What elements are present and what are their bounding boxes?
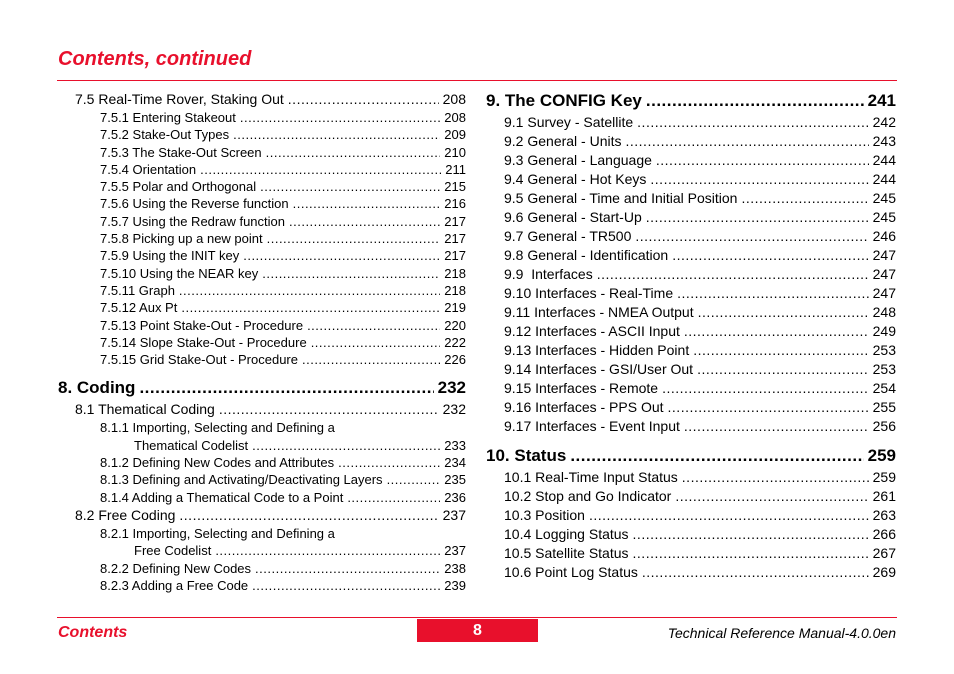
toc-entry[interactable]: 9.7 General - TR500 ..... 246 xyxy=(486,228,896,247)
footer-rule xyxy=(57,617,897,618)
toc-entry[interactable]: 7.5.5 Polar and Orthogonal ..... 215 xyxy=(58,179,466,196)
toc-entry[interactable]: 9.6 General - Start-Up ..... 245 xyxy=(486,209,896,228)
toc-entry[interactable]: 10.4 Logging Status ..... 266 xyxy=(486,526,896,545)
toc-chapter-8[interactable]: 8. Coding ..... 232 xyxy=(58,378,466,401)
toc-entry[interactable]: 9.8 General - Identification ..... 247 xyxy=(486,247,896,266)
toc-entry-8-2[interactable]: 8.2 Free Coding ..... 237 xyxy=(58,507,466,526)
toc-entry[interactable]: 9.11 Interfaces - NMEA Output ..... 248 xyxy=(486,304,896,323)
toc-chapter-9[interactable]: 9. The CONFIG Key ..... 241 xyxy=(486,91,896,114)
toc-entry[interactable]: 9.10 Interfaces - Real-Time ..... 247 xyxy=(486,285,896,304)
footer-section-label: Contents xyxy=(58,624,128,641)
toc-entry[interactable]: 7.5.4 Orientation ..... 211 xyxy=(58,162,466,179)
toc-entry[interactable]: 7.5.14 Slope Stake-Out - Procedure ..... 222 xyxy=(58,335,466,352)
toc-entry[interactable]: 8.1.2 Defining New Codes and Attributes ..... 234 xyxy=(58,455,466,472)
toc-entry[interactable]: 10.5 Satellite Status ..... 267 xyxy=(486,545,896,564)
page-title: Contents, continued xyxy=(58,48,252,70)
toc-entry[interactable]: 8.2.3 Adding a Free Code ..... 239 xyxy=(58,578,466,595)
toc-entry-8-2-1[interactable]: Free Codelist ..... 237 xyxy=(58,543,466,560)
toc-entry[interactable]: 7.5.13 Point Stake-Out - Procedure ..... 220 xyxy=(58,318,466,335)
toc-entry-7-5[interactable]: 7.5 Real-Time Rover, Staking Out ..... 208 xyxy=(58,91,466,110)
toc-entry-text: 8.1.1 Importing, Selecting and Defining a xyxy=(100,420,335,436)
toc-chapter-10[interactable]: 10. Status ..... 259 xyxy=(486,446,896,469)
toc-entry[interactable]: 9.9 Interfaces ..... 247 xyxy=(486,266,896,285)
toc-entry[interactable]: 10.3 Position ..... 263 xyxy=(486,507,896,526)
toc-entry[interactable]: 10.2 Stop and Go Indicator ..... 261 xyxy=(486,488,896,507)
toc-entry-text: 8.2.1 Importing, Selecting and Defining a xyxy=(100,525,335,541)
toc-entry[interactable]: 9.5 General - Time and Initial Position ..... 245 xyxy=(486,190,896,209)
page-number: 8 xyxy=(473,621,482,639)
toc-entry[interactable]: 7.5.15 Grid Stake-Out - Procedure ..... 226 xyxy=(58,352,466,369)
toc-right-column xyxy=(486,91,896,583)
toc-entry[interactable]: 7.5.12 Aux Pt ..... 219 xyxy=(58,300,466,317)
toc-entry[interactable]: 9.2 General - Units ..... 243 xyxy=(486,133,896,152)
toc-entry[interactable]: 7.5.9 Using the INIT key ..... 217 xyxy=(58,248,466,265)
toc-entry[interactable]: 8.2.2 Defining New Codes ..... 238 xyxy=(58,561,466,578)
toc-entry[interactable]: 9.17 Interfaces - Event Input ..... 256 xyxy=(486,418,896,437)
toc-entry[interactable]: 9.14 Interfaces - GSI/User Out ..... 253 xyxy=(486,361,896,380)
toc-entry[interactable]: 8.1.3 Defining and Activating/Deactivating Layers ..... 235 xyxy=(58,472,466,489)
page-number-badge xyxy=(417,619,538,642)
toc-entry-8-1-1[interactable]: Thematical Codelist ..... 233 xyxy=(58,438,466,455)
toc-entry[interactable]: 9.3 General - Language ..... 244 xyxy=(486,152,896,171)
toc-entry[interactable]: 7.5.11 Graph ..... 218 xyxy=(58,283,466,300)
toc-entry[interactable]: 7.5.10 Using the NEAR key ..... 218 xyxy=(58,266,466,283)
toc-entry[interactable]: 9.15 Interfaces - Remote ..... 254 xyxy=(486,380,896,399)
toc-entry[interactable]: 10.1 Real-Time Input Status ..... 259 xyxy=(486,469,896,488)
toc-entry[interactable]: 7.5.2 Stake-Out Types ..... 209 xyxy=(58,127,466,144)
toc-entry[interactable]: 9.1 Survey - Satellite ..... 242 xyxy=(486,114,896,133)
toc-entry[interactable]: 7.5.7 Using the Redraw function ..... 217 xyxy=(58,214,466,231)
toc-left-column xyxy=(58,91,466,595)
toc-entry[interactable]: 9.16 Interfaces - PPS Out ..... 255 xyxy=(486,399,896,418)
manual-title: Technical Reference Manual-4.0.0en xyxy=(667,625,896,641)
toc-entry[interactable]: 9.4 General - Hot Keys ..... 244 xyxy=(486,171,896,190)
toc-entry-8-1[interactable]: 8.1 Thematical Coding ..... 232 xyxy=(58,401,466,420)
toc-entry[interactable]: 7.5.6 Using the Reverse function ..... 216 xyxy=(58,196,466,213)
header-rule xyxy=(57,80,897,81)
toc-entry[interactable]: 7.5.1 Entering Stakeout ..... 208 xyxy=(58,110,466,127)
toc-entry[interactable]: 7.5.8 Picking up a new point ..... 217 xyxy=(58,231,466,248)
toc-entry[interactable]: 8.1.4 Adding a Thematical Code to a Point ..... 236 xyxy=(58,490,466,507)
toc-entry[interactable]: 9.12 Interfaces - ASCII Input ..... 249 xyxy=(486,323,896,342)
toc-entry[interactable]: 9.13 Interfaces - Hidden Point ..... 253 xyxy=(486,342,896,361)
toc-entry[interactable]: 7.5.3 The Stake-Out Screen ..... 210 xyxy=(58,145,466,162)
toc-entry[interactable]: 10.6 Point Log Status ..... 269 xyxy=(486,564,896,583)
